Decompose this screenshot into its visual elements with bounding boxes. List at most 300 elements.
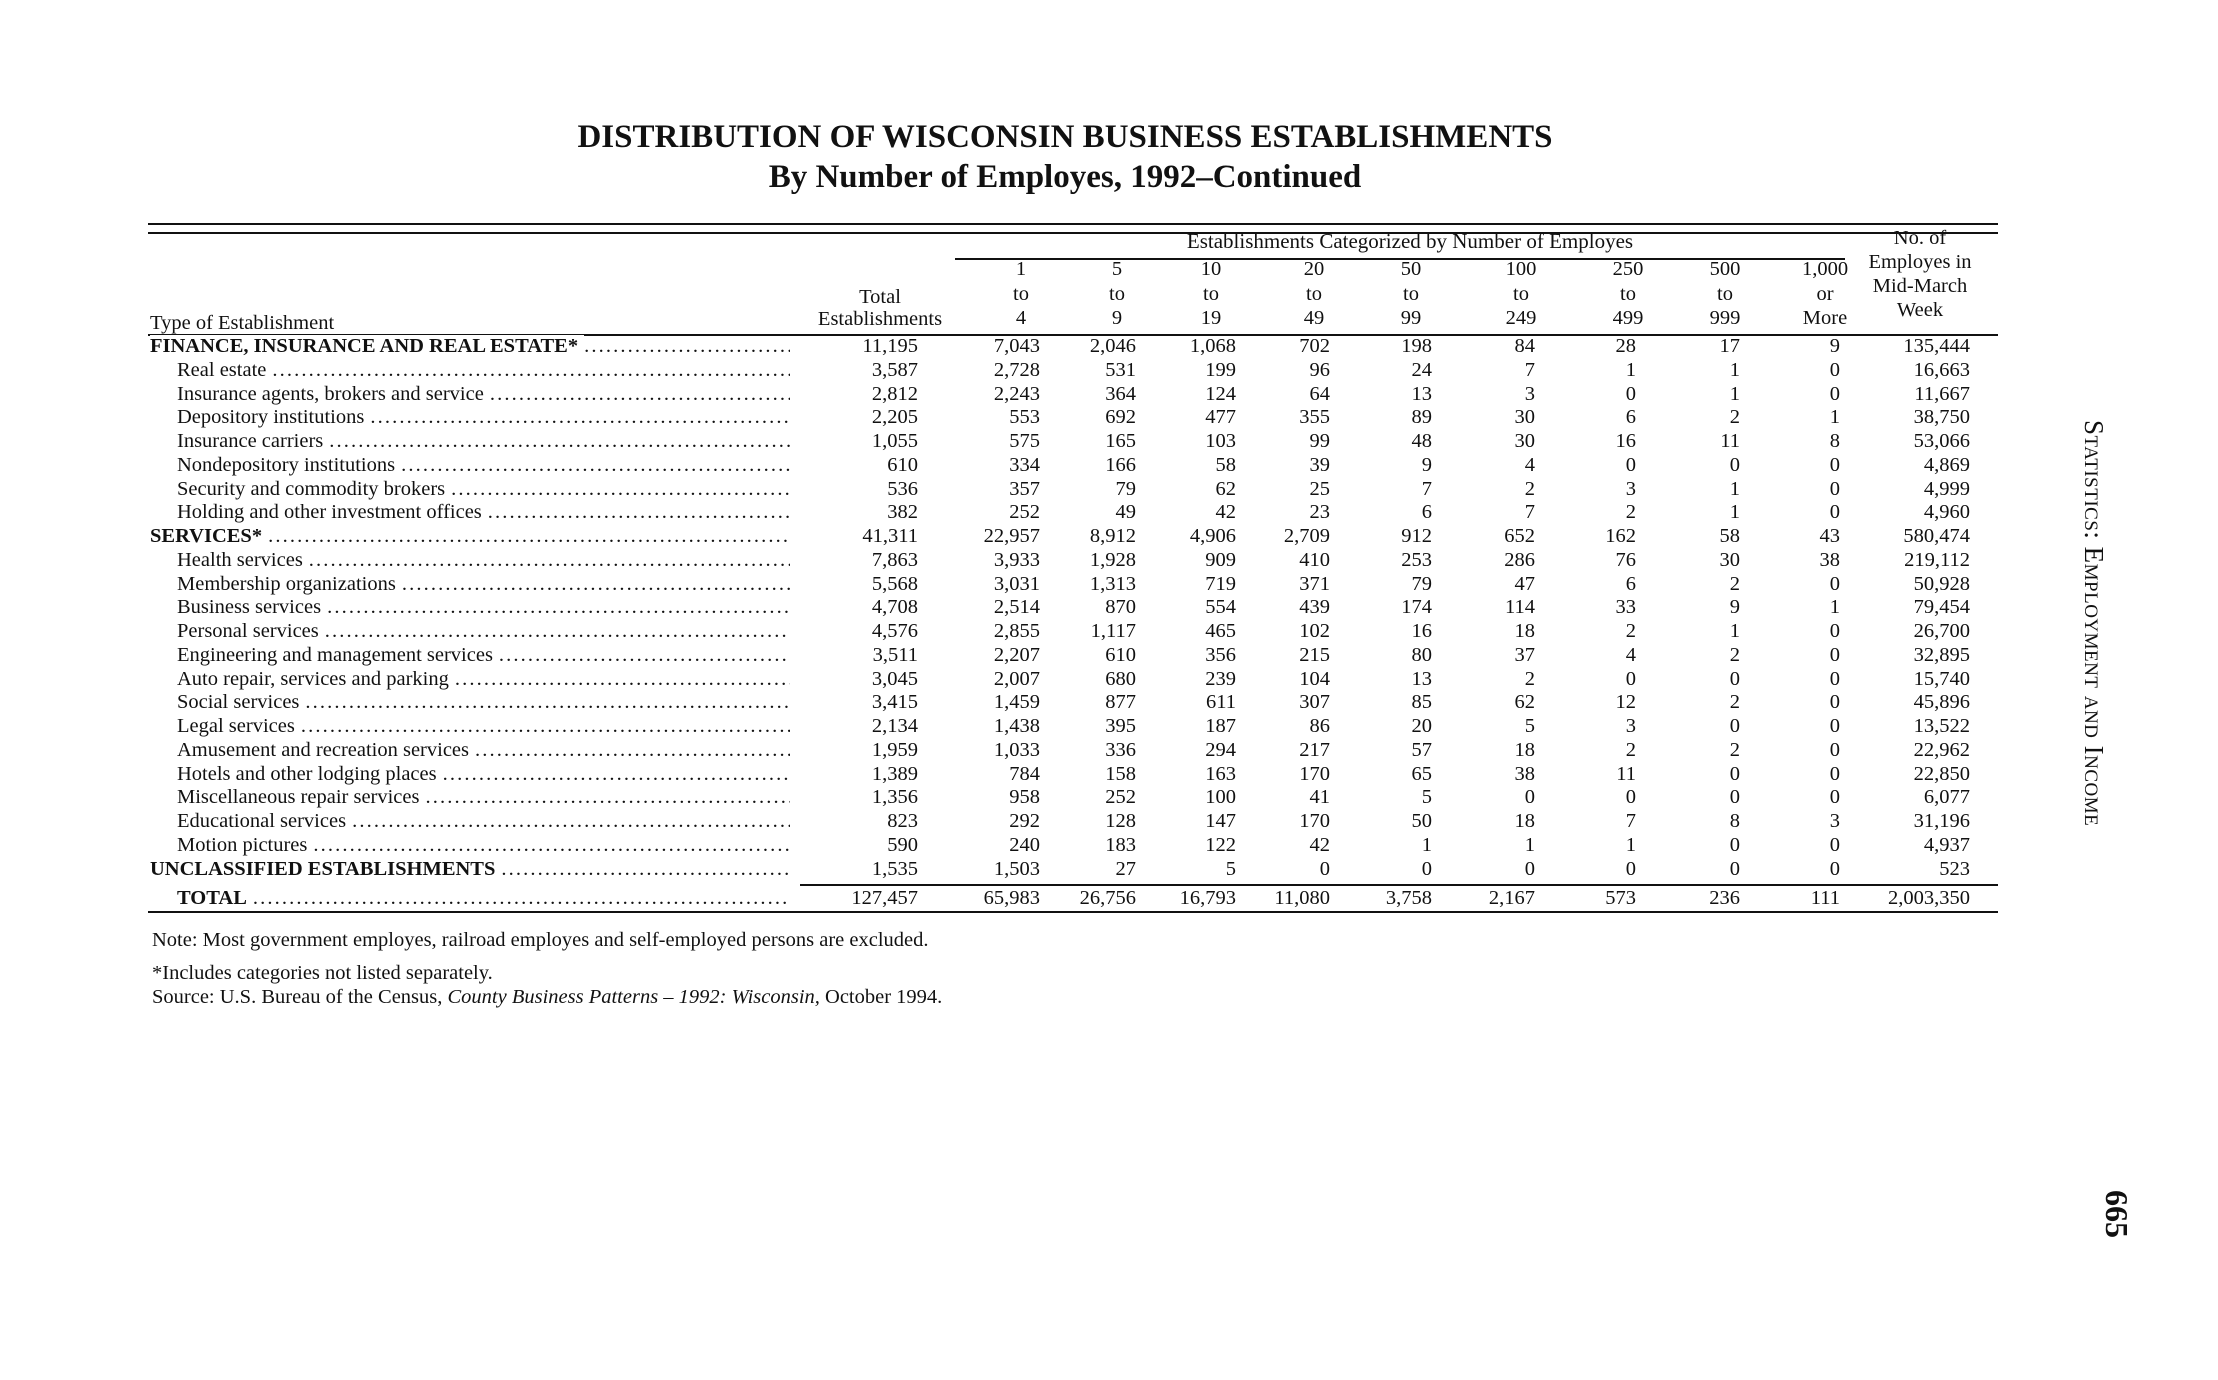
table-cell: 8 [1829, 430, 1840, 452]
table-cell: 58 [1719, 525, 1740, 547]
table-cell: 357 [1009, 477, 1040, 500]
row-label-text: Insurance carriers [177, 430, 329, 452]
row-label-text: Engineering and management services [177, 644, 499, 666]
table-cell: 292 [1009, 810, 1040, 832]
table-cell: 0 [1829, 762, 1840, 785]
size-column-header-line2: to [1403, 283, 1419, 305]
row-label-text: Hotels and other lodging places [177, 763, 443, 785]
row-label-text: Nondepository institutions [177, 454, 401, 476]
size-column-header-line3: 4 [1015, 307, 1027, 329]
type-column-header: Type of Establishment [150, 312, 335, 334]
table-cell: 2,514 [993, 596, 1040, 619]
table-cell: 0 [1729, 762, 1740, 785]
table-cell: 2 [1625, 738, 1636, 761]
row-label [177, 762, 790, 786]
table-cell: 0 [1829, 715, 1840, 737]
table-cell: 2 [1729, 643, 1740, 666]
table-cell: 4,869 [1923, 453, 1970, 476]
table-cell: 215 [1299, 643, 1330, 666]
table-cell: 1 [1729, 620, 1740, 642]
row-label-text: Holding and other investment offices [177, 501, 488, 523]
table-cell: 58 [1215, 453, 1236, 476]
size-column-header-line1: 1,000 [1801, 258, 1849, 280]
table-cell: 11,667 [1914, 382, 1970, 405]
table-cell: 100 [1205, 786, 1236, 809]
row-label [177, 738, 790, 762]
table-cell: 76 [1615, 548, 1636, 571]
total-cell: 3,758 [1385, 887, 1432, 910]
table-cell: 122 [1205, 833, 1236, 856]
table-cell: 0 [1829, 358, 1840, 381]
table-cell: 5 [1524, 715, 1535, 737]
table-cell: 371 [1299, 572, 1330, 595]
table-cell: 2,243 [993, 382, 1040, 405]
table-cell: 2 [1625, 501, 1636, 524]
row-label-text: Business services [177, 596, 327, 618]
size-column-header-line1: 500 [1709, 258, 1741, 280]
table-cell: 6 [1625, 572, 1636, 595]
table-cell: 1,459 [993, 691, 1040, 714]
total-cell: 2,167 [1488, 887, 1535, 910]
table-cell: 50,928 [1913, 572, 1970, 595]
table-cell: 2,728 [993, 358, 1040, 381]
table-cell: 30 [1514, 406, 1535, 429]
table-cell: 1 [1625, 358, 1636, 381]
table-cell: 23 [1309, 501, 1330, 524]
source-text [152, 985, 942, 1009]
row-label-text: Depository institutions [177, 406, 370, 428]
size-column-header-line2: to [1306, 283, 1322, 305]
table-cell: 652 [1504, 525, 1535, 547]
table-cell: 22,962 [1913, 738, 1970, 761]
table-cell: 0 [1729, 453, 1740, 476]
source-prefix: Source: U.S. Bureau of the Census, [152, 986, 448, 1008]
table-cell: 18 [1514, 738, 1535, 761]
table-cell: 909 [1205, 548, 1236, 571]
table-cell: 99 [1309, 430, 1330, 452]
table-cell: 1 [1625, 833, 1636, 856]
table-cell: 1 [1829, 596, 1840, 619]
size-column-header-line3: 9 [1111, 307, 1123, 329]
note-text: Note: Most government employes, railroad employes and self-employed persons are excluded. [152, 929, 929, 951]
table-cell: 2 [1729, 738, 1740, 761]
row-label-text: UNCLASSIFIED ESTABLISHMENTS [150, 858, 501, 880]
table-cell: 4 [1524, 453, 1535, 476]
table-cell: 104 [1299, 667, 1330, 690]
table-cell: 170 [1299, 762, 1330, 785]
table-cell: 7 [1421, 477, 1432, 500]
table-cell: 2 [1524, 477, 1535, 500]
table-cell: 12 [1615, 691, 1636, 714]
size-column-header-line2: to [1109, 283, 1125, 305]
size-column-header-line1: 5 [1111, 258, 1123, 280]
table-cell: 3,045 [871, 667, 918, 690]
table-cell: 912 [1401, 525, 1432, 547]
table-cell: 1,535 [871, 857, 918, 880]
table-cell: 554 [1205, 596, 1236, 619]
table-cell: 575 [1009, 430, 1040, 452]
table-cell: 1,389 [871, 762, 918, 785]
table-cell: 4,708 [871, 596, 918, 619]
total-cell: 236 [1709, 887, 1740, 910]
table-cell: 85 [1411, 691, 1432, 714]
table-cell: 2,046 [1089, 335, 1136, 357]
table-cell: 43 [1819, 525, 1840, 547]
row-label [177, 382, 790, 406]
table-cell: 174 [1401, 596, 1432, 619]
table-cell: 33 [1615, 596, 1636, 619]
table-cell: 1 [1421, 833, 1432, 856]
table-cell: 128 [1105, 810, 1136, 832]
table-cell: 334 [1009, 453, 1040, 476]
table-cell: 1 [1729, 358, 1740, 381]
total-cell: 11,080 [1274, 887, 1330, 910]
table-cell: 4 [1625, 643, 1636, 666]
table-cell: 0 [1829, 833, 1840, 856]
table-cell: 9 [1421, 453, 1432, 476]
table-cell: 1,313 [1089, 572, 1136, 595]
total-cell: 16,793 [1179, 887, 1236, 910]
table-cell: 25 [1309, 477, 1330, 500]
table-cell: 18 [1514, 810, 1535, 832]
total-cell: 65,983 [983, 887, 1040, 910]
employes-column-header-line3: Mid-March [1872, 275, 1968, 297]
table-cell: 199 [1205, 358, 1236, 381]
size-column-header-line2: to [1620, 283, 1636, 305]
source-title: County Business Patterns – 1992: Wisconsin, [447, 986, 820, 1008]
table-cell: 590 [887, 833, 918, 856]
table-cell: 162 [1605, 525, 1636, 547]
row-label [177, 785, 790, 809]
table-cell: 16 [1411, 620, 1432, 642]
table-cell: 0 [1829, 382, 1840, 405]
row-label [177, 358, 790, 382]
size-column-header-line2: to [1203, 283, 1219, 305]
size-column-header-line3: 249 [1505, 307, 1537, 329]
table-cell: 823 [887, 810, 918, 832]
total-cell: 26,756 [1079, 887, 1136, 910]
table-cell: 0 [1729, 715, 1740, 737]
table-cell: 3 [1524, 382, 1535, 405]
total-cell: 127,457 [851, 887, 918, 910]
total-row-label [177, 886, 790, 910]
table-cell: 784 [1009, 762, 1040, 785]
table-cell: 13,522 [1913, 715, 1970, 737]
table-cell: 0 [1524, 786, 1535, 809]
table-cell: 523 [1939, 857, 1970, 880]
table-cell: 42 [1309, 833, 1330, 856]
table-cell: 0 [1829, 620, 1840, 642]
row-label [177, 429, 790, 453]
table-cell: 5 [1421, 786, 1432, 809]
table-cell: 2,207 [993, 643, 1040, 666]
row-label [177, 643, 790, 667]
table-cell: 395 [1105, 715, 1136, 737]
table-cell: 7 [1625, 810, 1636, 832]
table-cell: 252 [1105, 786, 1136, 809]
size-column-header-line3: 49 [1303, 307, 1325, 329]
table-cell: 1,959 [871, 738, 918, 761]
table-cell: 1,928 [1089, 548, 1136, 571]
table-cell: 2,709 [1283, 525, 1330, 547]
table-cell: 102 [1299, 620, 1330, 642]
table-cell: 50 [1411, 810, 1432, 832]
table-cell: 2 [1625, 620, 1636, 642]
table-cell: 28 [1615, 335, 1636, 357]
table-cell: 114 [1505, 596, 1535, 619]
table-cell: 1,356 [871, 786, 918, 809]
table-cell: 6,077 [1923, 786, 1970, 809]
table-cell: 0 [1829, 501, 1840, 524]
table-cell: 3 [1625, 715, 1636, 737]
table-cell: 31,196 [1913, 810, 1970, 832]
table-cell: 32,895 [1913, 643, 1970, 666]
row-label-text: Educational services [177, 810, 352, 832]
table-cell: 62 [1514, 691, 1535, 714]
group-header: Establishments Categorized by Number of Employes [1186, 229, 1634, 253]
table-cell: 0 [1625, 667, 1636, 690]
table-cell: 0 [1625, 453, 1636, 476]
size-column-header-line1: 50 [1400, 258, 1422, 280]
table-cell: 6 [1421, 501, 1432, 524]
table-cell: 217 [1299, 738, 1330, 761]
row-label-text: FINANCE, INSURANCE AND REAL ESTATE* [150, 335, 584, 357]
table-cell: 531 [1105, 358, 1136, 381]
table-cell: 1,117 [1090, 620, 1136, 642]
top-rule-1 [148, 223, 1998, 225]
table-cell: 0 [1421, 857, 1432, 880]
table-cell: 7 [1524, 501, 1535, 524]
table-bottom-rule [148, 911, 1998, 913]
total-row-label-text: TOTAL [177, 887, 253, 909]
table-cell: 183 [1105, 833, 1136, 856]
table-cell: 219,112 [1904, 548, 1970, 571]
table-cell: 41,311 [862, 525, 918, 547]
table-cell: 79,454 [1913, 596, 1970, 619]
table-cell: 22,850 [1913, 762, 1970, 785]
table-cell: 2 [1729, 406, 1740, 429]
table-cell: 16,663 [1913, 358, 1970, 381]
table-cell: 580,474 [1903, 525, 1970, 547]
table-cell: 0 [1729, 667, 1740, 690]
table-cell: 719 [1205, 572, 1236, 595]
table-cell: 103 [1205, 430, 1236, 452]
employes-column-header-line2: Employes in [1868, 251, 1972, 273]
table-cell: 0 [1729, 833, 1740, 856]
table-cell: 3,587 [871, 358, 918, 381]
table-cell: 45,896 [1913, 691, 1970, 714]
row-label-text: Security and commodity brokers [177, 478, 451, 500]
table-cell: 4,937 [1923, 833, 1970, 856]
table-cell: 1,438 [993, 715, 1040, 737]
table-cell: 20 [1411, 715, 1432, 737]
table-cell: 0 [1829, 477, 1840, 500]
table-cell: 294 [1205, 738, 1236, 761]
table-cell: 65 [1411, 762, 1432, 785]
size-column-header-line3: 499 [1612, 307, 1644, 329]
row-label-text: Legal services [177, 715, 301, 737]
table-cell: 692 [1105, 406, 1136, 429]
table-cell: 2,134 [871, 715, 918, 737]
row-label [177, 477, 790, 501]
row-label [177, 500, 790, 524]
total-column-header-line2: Establishments [817, 308, 943, 330]
table-cell: 0 [1625, 857, 1636, 880]
table-cell: 7,043 [993, 335, 1040, 357]
table-cell: 147 [1205, 810, 1236, 832]
table-cell: 0 [1729, 857, 1740, 880]
table-cell: 22,957 [983, 525, 1040, 547]
table-cell: 286 [1504, 548, 1535, 571]
row-label [177, 809, 790, 833]
table-cell: 1,033 [993, 738, 1040, 761]
row-label-text: Amusement and recreation services [177, 739, 475, 761]
footnote-text: *Includes categories not listed separately. [152, 962, 493, 984]
table-cell: 2 [1524, 667, 1535, 690]
row-label [177, 714, 790, 738]
table-cell: 30 [1514, 430, 1535, 452]
row-label-text: Miscellaneous repair services [177, 786, 426, 808]
table-cell: 84 [1514, 335, 1535, 357]
table-cell: 5,568 [871, 572, 918, 595]
table-cell: 1,503 [993, 857, 1040, 880]
employes-column-header-line1: No. of [1893, 227, 1947, 249]
table-cell: 9 [1729, 596, 1740, 619]
table-cell: 79 [1411, 572, 1432, 595]
table-cell: 439 [1299, 596, 1330, 619]
table-cell: 356 [1205, 643, 1236, 666]
table-cell: 0 [1625, 786, 1636, 809]
table-cell: 4,576 [871, 620, 918, 642]
table-cell: 2 [1729, 691, 1740, 714]
table-cell: 0 [1829, 691, 1840, 714]
table-cell: 3 [1829, 810, 1840, 832]
table-cell: 1 [1729, 501, 1740, 524]
size-column-header-line2: or [1816, 283, 1834, 305]
table-cell: 86 [1309, 715, 1330, 737]
row-label [177, 667, 790, 691]
table-cell: 2,812 [871, 382, 918, 405]
table-cell: 0 [1829, 786, 1840, 809]
table-cell: 239 [1205, 667, 1236, 690]
table-cell: 3,415 [871, 691, 918, 714]
size-column-header-line2: to [1513, 283, 1529, 305]
table-cell: 47 [1514, 572, 1535, 595]
table-cell: 355 [1299, 406, 1330, 429]
row-label-text: SERVICES* [150, 525, 268, 547]
total-cell: 2,003,350 [1888, 887, 1970, 910]
size-column-header-line3: 19 [1200, 307, 1222, 329]
row-label-text: Motion pictures [177, 834, 313, 856]
table-cell: 11,195 [862, 335, 918, 357]
table-cell: 166 [1105, 453, 1136, 476]
table-cell: 307 [1299, 691, 1330, 714]
table-cell: 2,205 [871, 406, 918, 429]
table-cell: 0 [1625, 382, 1636, 405]
table-cell: 24 [1411, 358, 1432, 381]
table-cell: 958 [1009, 786, 1040, 809]
table-cell: 0 [1829, 572, 1840, 595]
table-cell: 1 [1524, 833, 1535, 856]
table-cell: 680 [1105, 667, 1136, 690]
table-cell: 252 [1009, 501, 1040, 524]
row-label-text: Personal services [177, 620, 325, 642]
row-label-text: Social services [177, 691, 305, 713]
table-cell: 553 [1009, 406, 1040, 429]
table-cell: 80 [1411, 643, 1432, 666]
table-cell: 187 [1205, 715, 1236, 737]
table-cell: 27 [1115, 857, 1136, 880]
table-cell: 4,999 [1923, 477, 1970, 500]
table-cell: 0 [1729, 786, 1740, 809]
table-cell: 610 [1105, 643, 1136, 666]
total-column-header-line1: Total [859, 286, 901, 308]
size-column-header-line1: 10 [1200, 258, 1222, 280]
table-cell: 62 [1215, 477, 1236, 500]
row-label-text: Membership organizations [177, 573, 402, 595]
table-cell: 96 [1309, 358, 1330, 381]
table-cell: 89 [1411, 406, 1432, 429]
table-cell: 7,863 [871, 548, 918, 571]
table-cell: 7 [1524, 358, 1535, 381]
total-cell: 573 [1605, 887, 1636, 910]
table-cell: 0 [1319, 857, 1330, 880]
row-label [150, 524, 790, 548]
table-cell: 17 [1719, 335, 1740, 357]
row-label [177, 833, 790, 857]
table-cell: 30 [1719, 548, 1740, 571]
table-cell: 410 [1299, 548, 1330, 571]
table-cell: 382 [887, 501, 918, 524]
table-cell: 870 [1105, 596, 1136, 619]
table-cell: 0 [1829, 738, 1840, 761]
table-cell: 163 [1205, 762, 1236, 785]
table-cell: 124 [1205, 382, 1236, 405]
row-label [150, 857, 790, 881]
total-cell: 111 [1810, 887, 1840, 910]
row-label-text: Health services [177, 549, 309, 571]
table-cell: 2,855 [993, 620, 1040, 642]
table-cell: 1 [1729, 382, 1740, 405]
table-cell: 9 [1829, 335, 1840, 357]
table-cell: 18 [1514, 620, 1535, 642]
size-column-header-line1: 100 [1505, 258, 1537, 280]
table-cell: 38 [1514, 762, 1535, 785]
table-cell: 41 [1309, 786, 1330, 809]
employes-column-header-line4: Week [1896, 299, 1944, 321]
size-column-header-line2: to [1717, 283, 1733, 305]
table-cell: 3,031 [993, 572, 1040, 595]
table-cell: 240 [1009, 833, 1040, 856]
table-cell: 4,960 [1923, 501, 1970, 524]
table-cell: 11 [1720, 430, 1740, 452]
row-label [177, 405, 790, 429]
row-label [177, 453, 790, 477]
row-label-text: Real estate [177, 359, 272, 381]
row-label-text: Insurance agents, brokers and service [177, 383, 490, 405]
row-label [177, 572, 790, 596]
table-cell: 0 [1829, 643, 1840, 666]
table-cell: 0 [1524, 857, 1535, 880]
table-cell: 3,511 [872, 643, 918, 666]
size-column-header-line3: 999 [1709, 307, 1741, 329]
table-cell: 1,055 [871, 430, 918, 452]
table-cell: 253 [1401, 548, 1432, 571]
top-rule-2 [148, 232, 1998, 234]
table-cell: 536 [887, 477, 918, 500]
size-column-header-line1: 20 [1303, 258, 1325, 280]
table-cell: 1 [1729, 477, 1740, 500]
